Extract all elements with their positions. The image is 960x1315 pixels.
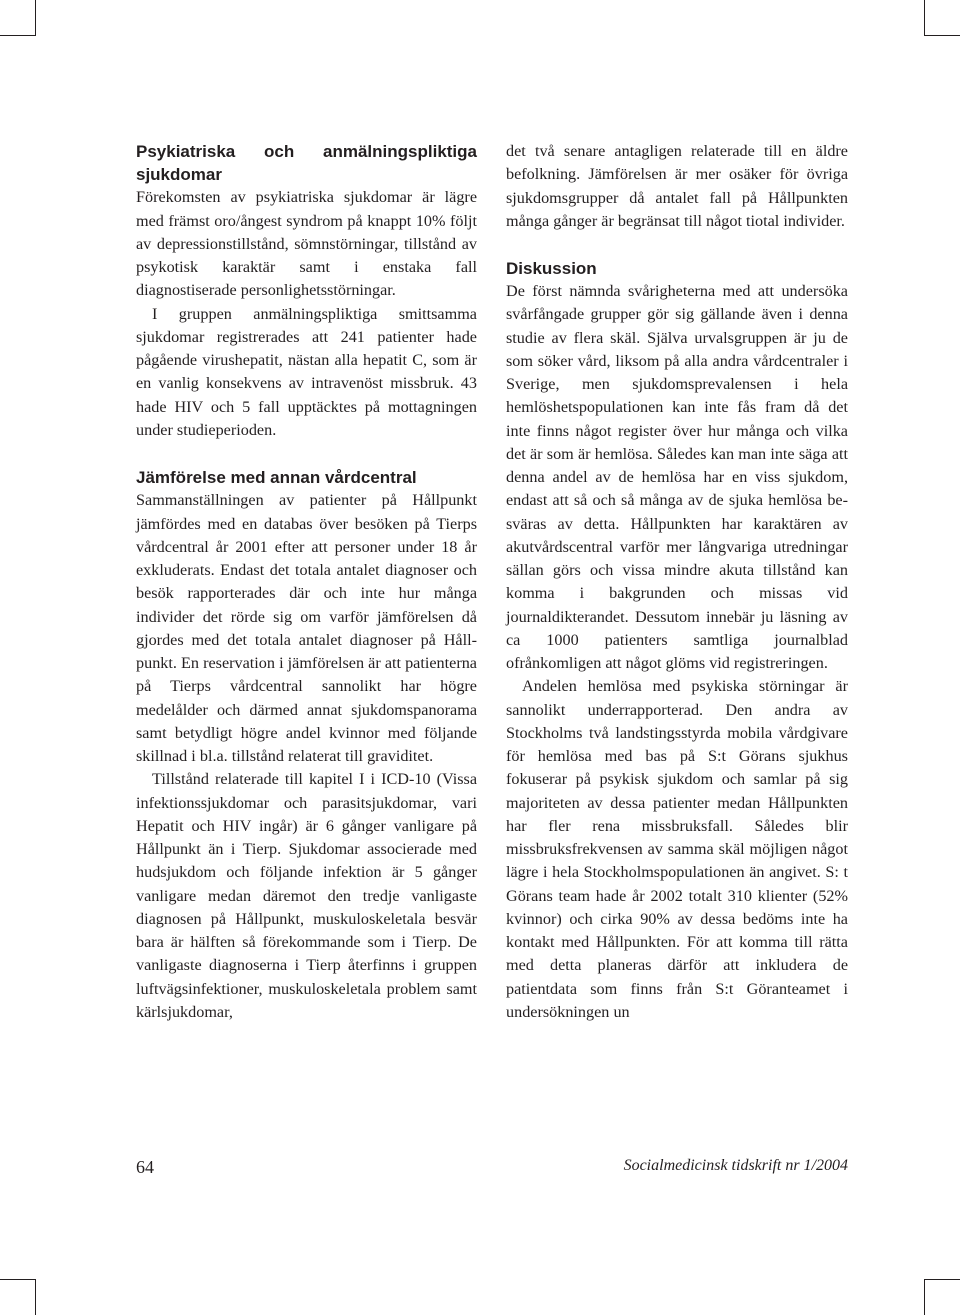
section-heading-comparison: Jämförelse med annan vårdcentral (136, 468, 417, 488)
crop-mark-bottom-right (924, 1279, 960, 1280)
crop-mark-top-left (0, 35, 36, 36)
left-column (136, 140, 477, 1024)
paragraph: Andelen hemlösa med psykiska störningar är sannolikt underrapporterad. Den andra av Stockholms två landstingsstyrda mobila vårdgivare för hemlösa med bas på S:t Görans sjukhus fokuserar på psykisk sjukdom och samlar på sig majoriteten av dessa patienter medan Hållpunkten har fler rena missbruksfall. Således blir missbruksfrekvensen av samma skäl möjligen något lägre i hela Stockholmspopulationen än angivet. S: t Görans team hade år 2002 totalt 310 klienter (52% kvinnor) och cirka 90% av dessa bedöms inte ha kontakt med Hållpunkten. För att komma till rätta med detta planeras därför att inkludera de patientdata som finns från S:t Göranteamet i undersökningen un (506, 677, 848, 1021)
crop-mark-top-right (924, 35, 960, 36)
crop-mark-top-right (924, 0, 925, 36)
journal-footer: Socialmedicinsk tidskrift nr 1/2004 (623, 1157, 848, 1174)
paragraph: Förekomsten av psykiatriska sjukdomar är lägre med främst oro/ångest syndrom på knappt 10% följt av depressionstillstånd, sömnstörningar, tillstånd av psykotisk karaktär samt i enstaka fall diagnostiserade personlighetsstörningar. (136, 188, 477, 300)
paragraph: Tillstånd relaterade till kapitel I i ICD-10 (Vissa infektionssjukdomar och parasitsjukdomar, vari Hepatit och HIV ingår) är 6 gånger vanligare på Hållpunkt än i Tierp. Sjukdomar associerade med hudsjukdom och följande infektion är 5 gånger vanligare medan däremot den tredje vanligaste diagnosen på Hållpunkt, muskuloskeletala besvär bara är hälften så förekommande som i Tierp. De vanligaste diagnoserna i Tierp återfinns i gruppen luftvägsinfektioner, muskuloskeletala problem samt kärlsjukdomar, (136, 770, 477, 1021)
crop-mark-top-left (35, 0, 36, 36)
crop-mark-bottom-left (0, 1279, 36, 1280)
paragraph: I gruppen anmälningspliktiga smittsamma sjukdomar registrerades att 241 patienter hade pågående virushepatit, nästan alla hepatit C, som är en vanlig konsekvens av intravenöst missbruk. 43 hade HIV och 5 fall upptäcktes på mottagningen under studieperioden. (136, 304, 477, 439)
crop-mark-bottom-right (924, 1279, 925, 1315)
section-heading-psychiatric: Psykiatriska och anmälningspliktiga sjukdomar (136, 142, 477, 185)
section-heading-discussion: Diskussion (506, 259, 597, 278)
paragraph: Sammanställningen av patienter på Hållpunkt jämfördes med en databas över besöken på Tierps vårdcentral år 2001 efter att personer under 18 år exkluderats. Endast det totala antalet diagnoser och besök rapporterades där och inte hur många individer det rörde sig om varför jämförelsen då gjordes med det totala antalet diagnoser på Hållpunkt. En reservation i jämförelsen är att patienterna på Tierps vårdcentral sannolikt har högre medelålder och därmed annat sjukdomspanorama samt betydligt högre andel kvinnor med följande skillnad i bl.a. tillstånd relaterat till graviditet. (136, 491, 477, 766)
paragraph: De först nämnda svårigheterna med att undersöka svårfångade grupper gör sig gällande även i denna studie av flera skäl. Själva urvalsgruppen är ju de som söker vård, liksom på alla andra vårdcentraler i Sverige, men sjukdomsprevalensen i hela hemlöshetspopulationen kan inte fås fram då det inte finns något register över hur många och vilka det är som är hemlösa. Således kan man inte säga att denna andel av de hemlösa har en viss sjukdom, endast att så och så många av de sjuka hemlösa besväras av detta. Hållpunkten har karaktären av akutvårdscentral varför mer långvariga utredningar sällan görs och vissa mindre akuta tillstånd kan komma i bakgrunden och missas vid journaldikterandet. Dessutom innebär ju läsning av ca 1000 patienters samtliga journalblad ofrånkomligen att något glöms vid registreringen. (506, 282, 848, 673)
paragraph: det två senare antagligen relaterade till en äldre befolkning. Jämförelsen är mer osäker för övriga sjukdomsgrupper då antalet fall på Hållpunkten många gånger är begränsat till något tiotal individer. (506, 142, 848, 230)
page-number: 64 (136, 1157, 154, 1177)
right-column (506, 140, 848, 1024)
crop-mark-bottom-left (35, 1279, 36, 1315)
